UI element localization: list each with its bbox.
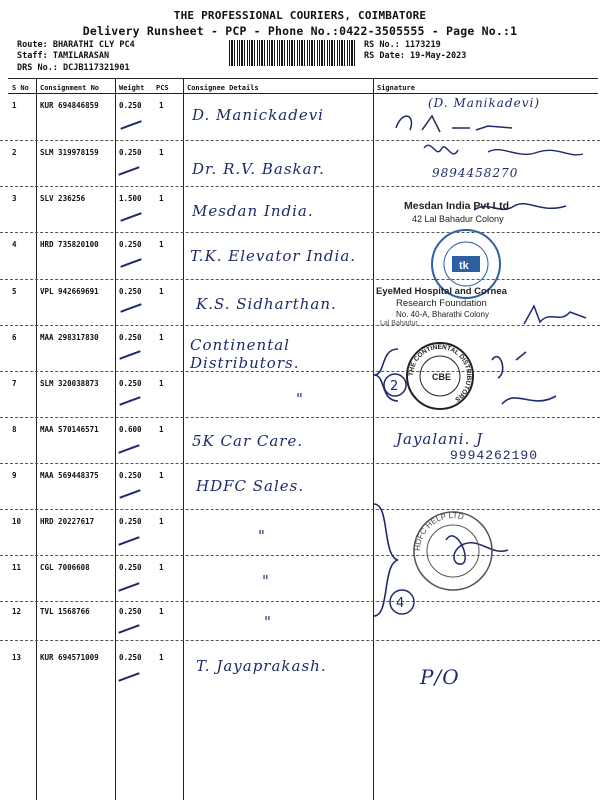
check-mark xyxy=(120,303,141,312)
cell-consignee: Continental Distributors. xyxy=(190,336,300,372)
eyemed-stamp-sub: Research Foundation xyxy=(396,298,487,309)
cell-consignee: " xyxy=(264,613,272,631)
svg-text:2: 2 xyxy=(390,379,399,394)
check-mark xyxy=(119,396,140,405)
cell-cno: KUR 694846859 xyxy=(40,101,99,110)
check-mark xyxy=(118,536,139,545)
cell-sno: 12 xyxy=(12,607,22,616)
continental-stamp-center: CBE xyxy=(432,372,452,382)
rs-date: RS Date: 19-May-2023 xyxy=(364,51,467,61)
col-header-sno: S No xyxy=(12,84,29,92)
cell-cno: MAA 569448375 xyxy=(40,471,99,480)
cell-pcs: 1 xyxy=(159,287,164,296)
cell-sno: 9 xyxy=(12,471,17,480)
eyemed-stamp-name: EyeMed Hospital and Cornea xyxy=(376,286,507,297)
route-info xyxy=(17,40,135,62)
mesdan-stamp-name: Mesdan India Pvt Ltd xyxy=(404,200,510,212)
signature-scribble xyxy=(520,300,590,330)
check-mark xyxy=(118,672,139,681)
cell-sno: 10 xyxy=(12,517,22,526)
cell-sno: 2 xyxy=(12,148,17,157)
signature-scribble xyxy=(486,348,566,418)
cell-pcs: 1 xyxy=(159,379,164,388)
cell-sno: 7 xyxy=(12,379,17,388)
route-label: Route: BHARATHI CLY PC4 xyxy=(17,40,135,50)
hdfc-stamp-ring: HDFC HELP LTD xyxy=(412,510,465,552)
cell-weight: 0.250 xyxy=(119,101,142,110)
barcode xyxy=(229,40,356,66)
cell-sno: 4 xyxy=(12,240,17,249)
cell-consignee: " xyxy=(296,390,304,408)
continental-stamp-ring: THE CONTINENTAL DISTRIBUTORS xyxy=(407,343,473,403)
cell-cno: KUR 694571009 xyxy=(40,653,99,662)
cell-weight: 0.250 xyxy=(119,653,142,662)
check-mark xyxy=(118,582,139,591)
eyemed-stamp-address: No. 40-A, Bharathi Colony xyxy=(396,310,489,319)
cell-cno: MAA 298317830 xyxy=(40,333,99,342)
cell-weight: 0.250 xyxy=(119,379,142,388)
cell-pcs: 1 xyxy=(159,333,164,342)
cell-pcs: 1 xyxy=(159,471,164,480)
cell-cno: CGL 7006608 xyxy=(40,563,90,572)
cell-pcs: 1 xyxy=(159,148,164,157)
check-mark xyxy=(119,350,140,359)
cell-sno: 11 xyxy=(12,563,22,572)
rs-number: RS No.: 1173219 xyxy=(364,40,441,50)
cell-cno: VPL 942669691 xyxy=(40,287,99,296)
col-header-signature: Signature xyxy=(377,84,415,92)
row-separator xyxy=(0,463,600,464)
cell-consignee: HDFC Sales. xyxy=(196,477,305,495)
cell-weight: 0.250 xyxy=(119,563,142,572)
runsheet-subtitle: Delivery Runsheet - PCP - Phone No.:0422-3505555 - Page No.:1 xyxy=(82,24,518,38)
company-title: THE PROFESSIONAL COURIERS, COIMBATORE xyxy=(173,9,427,22)
col-header-cno: Consignment No xyxy=(40,84,100,92)
signature-scribble xyxy=(392,108,522,138)
row-separator xyxy=(0,279,600,280)
row-separator xyxy=(0,640,600,641)
cell-pcs: 1 xyxy=(159,194,164,203)
cell-consignee: T. Jayaprakash. xyxy=(196,657,327,675)
cell-sno: 5 xyxy=(12,287,17,296)
check-mark xyxy=(118,444,139,453)
check-mark xyxy=(119,489,140,498)
cell-consignee: Mesdan India. xyxy=(192,202,314,220)
check-mark xyxy=(120,258,141,267)
cell-pcs: 1 xyxy=(159,517,164,526)
cell-pcs: 1 xyxy=(159,653,164,662)
mesdan-stamp-address: 42 Lal Bahadur Colony xyxy=(412,214,504,224)
cell-weight: 0.250 xyxy=(119,517,142,526)
row-separator xyxy=(0,325,600,326)
cell-consignee: " xyxy=(262,572,270,590)
check-mark xyxy=(118,624,139,633)
cell-consignee: Dr. R.V. Baskar. xyxy=(192,160,325,178)
drs-number: DRS No.: DCJB117321901 xyxy=(17,63,130,73)
svg-text:4: 4 xyxy=(396,596,405,611)
cell-sno: 8 xyxy=(12,425,17,434)
col-header-pcs: PCS xyxy=(156,84,169,92)
check-mark xyxy=(120,120,141,129)
cell-weight: 0.250 xyxy=(119,333,142,342)
staff-label: Staff: TAMILARASAN xyxy=(17,51,110,61)
cell-weight: 0.250 xyxy=(119,148,142,157)
continental-stamp xyxy=(404,340,476,412)
cell-cno: HRD 735820100 xyxy=(40,240,99,249)
cell-sno: 1 xyxy=(12,101,17,110)
cell-sno: 13 xyxy=(12,653,22,662)
cell-consignee: K.S. Sidharthan. xyxy=(196,295,337,313)
check-mark xyxy=(120,212,141,221)
cell-cno: HRD 20227617 xyxy=(40,517,95,526)
cell-consignee: " xyxy=(258,527,266,545)
cell-sno: 3 xyxy=(12,194,17,203)
cell-signature: P/O xyxy=(420,665,460,689)
cell-cno: SLV 236256 xyxy=(40,194,86,203)
cell-consignee: T.K. Elevator India. xyxy=(190,247,357,265)
row-separator xyxy=(0,509,600,510)
cell-sno: 6 xyxy=(12,333,17,342)
cell-pcs: 1 xyxy=(159,425,164,434)
row-separator xyxy=(0,601,600,602)
signature-scribble xyxy=(418,140,588,170)
cell-pcs: 1 xyxy=(159,101,164,110)
signature-phone: 9994262190 xyxy=(450,448,539,463)
tk-stamp-center: tk xyxy=(459,260,469,272)
cell-consignee: 5K Car Care. xyxy=(192,432,304,450)
cell-pcs: 1 xyxy=(159,563,164,572)
hdfc-stamp xyxy=(410,508,496,594)
cell-pcs: 1 xyxy=(159,607,164,616)
check-mark xyxy=(118,166,139,175)
header-bottom-line xyxy=(8,93,598,94)
cell-cno: SLM 320038873 xyxy=(40,379,99,388)
cell-signature: 9894458270 xyxy=(432,166,519,180)
col-header-weight: Weight xyxy=(119,84,145,92)
cell-signature: Jayalani. J xyxy=(396,430,484,448)
cell-pcs: 1 xyxy=(159,240,164,249)
cell-cno: MAA 570146571 xyxy=(40,425,99,434)
cell-weight: 0.250 xyxy=(119,471,142,480)
svg-text:HDFC HELP LTD xyxy=(413,511,465,551)
cell-weight: 0.250 xyxy=(119,607,142,616)
row-separator xyxy=(0,186,600,187)
cell-weight: 0.250 xyxy=(119,287,142,296)
rs-info xyxy=(364,40,466,62)
cell-cno: SLM 319978159 xyxy=(40,148,99,157)
cell-cno: TVL 1568766 xyxy=(40,607,90,616)
cell-weight: 0.250 xyxy=(119,240,142,249)
cell-signature: (D. Manikadevi) xyxy=(428,96,541,110)
cell-weight: 1.500 xyxy=(119,194,142,203)
table-top-line xyxy=(8,78,598,79)
cell-consignee: D. Manickadevi xyxy=(192,106,324,124)
col-header-consignee: Consignee Details xyxy=(187,84,259,92)
row-separator xyxy=(0,232,600,233)
eyemed-stamp-address-2: Lal Bahadur xyxy=(380,320,418,327)
cell-weight: 0.600 xyxy=(119,425,142,434)
